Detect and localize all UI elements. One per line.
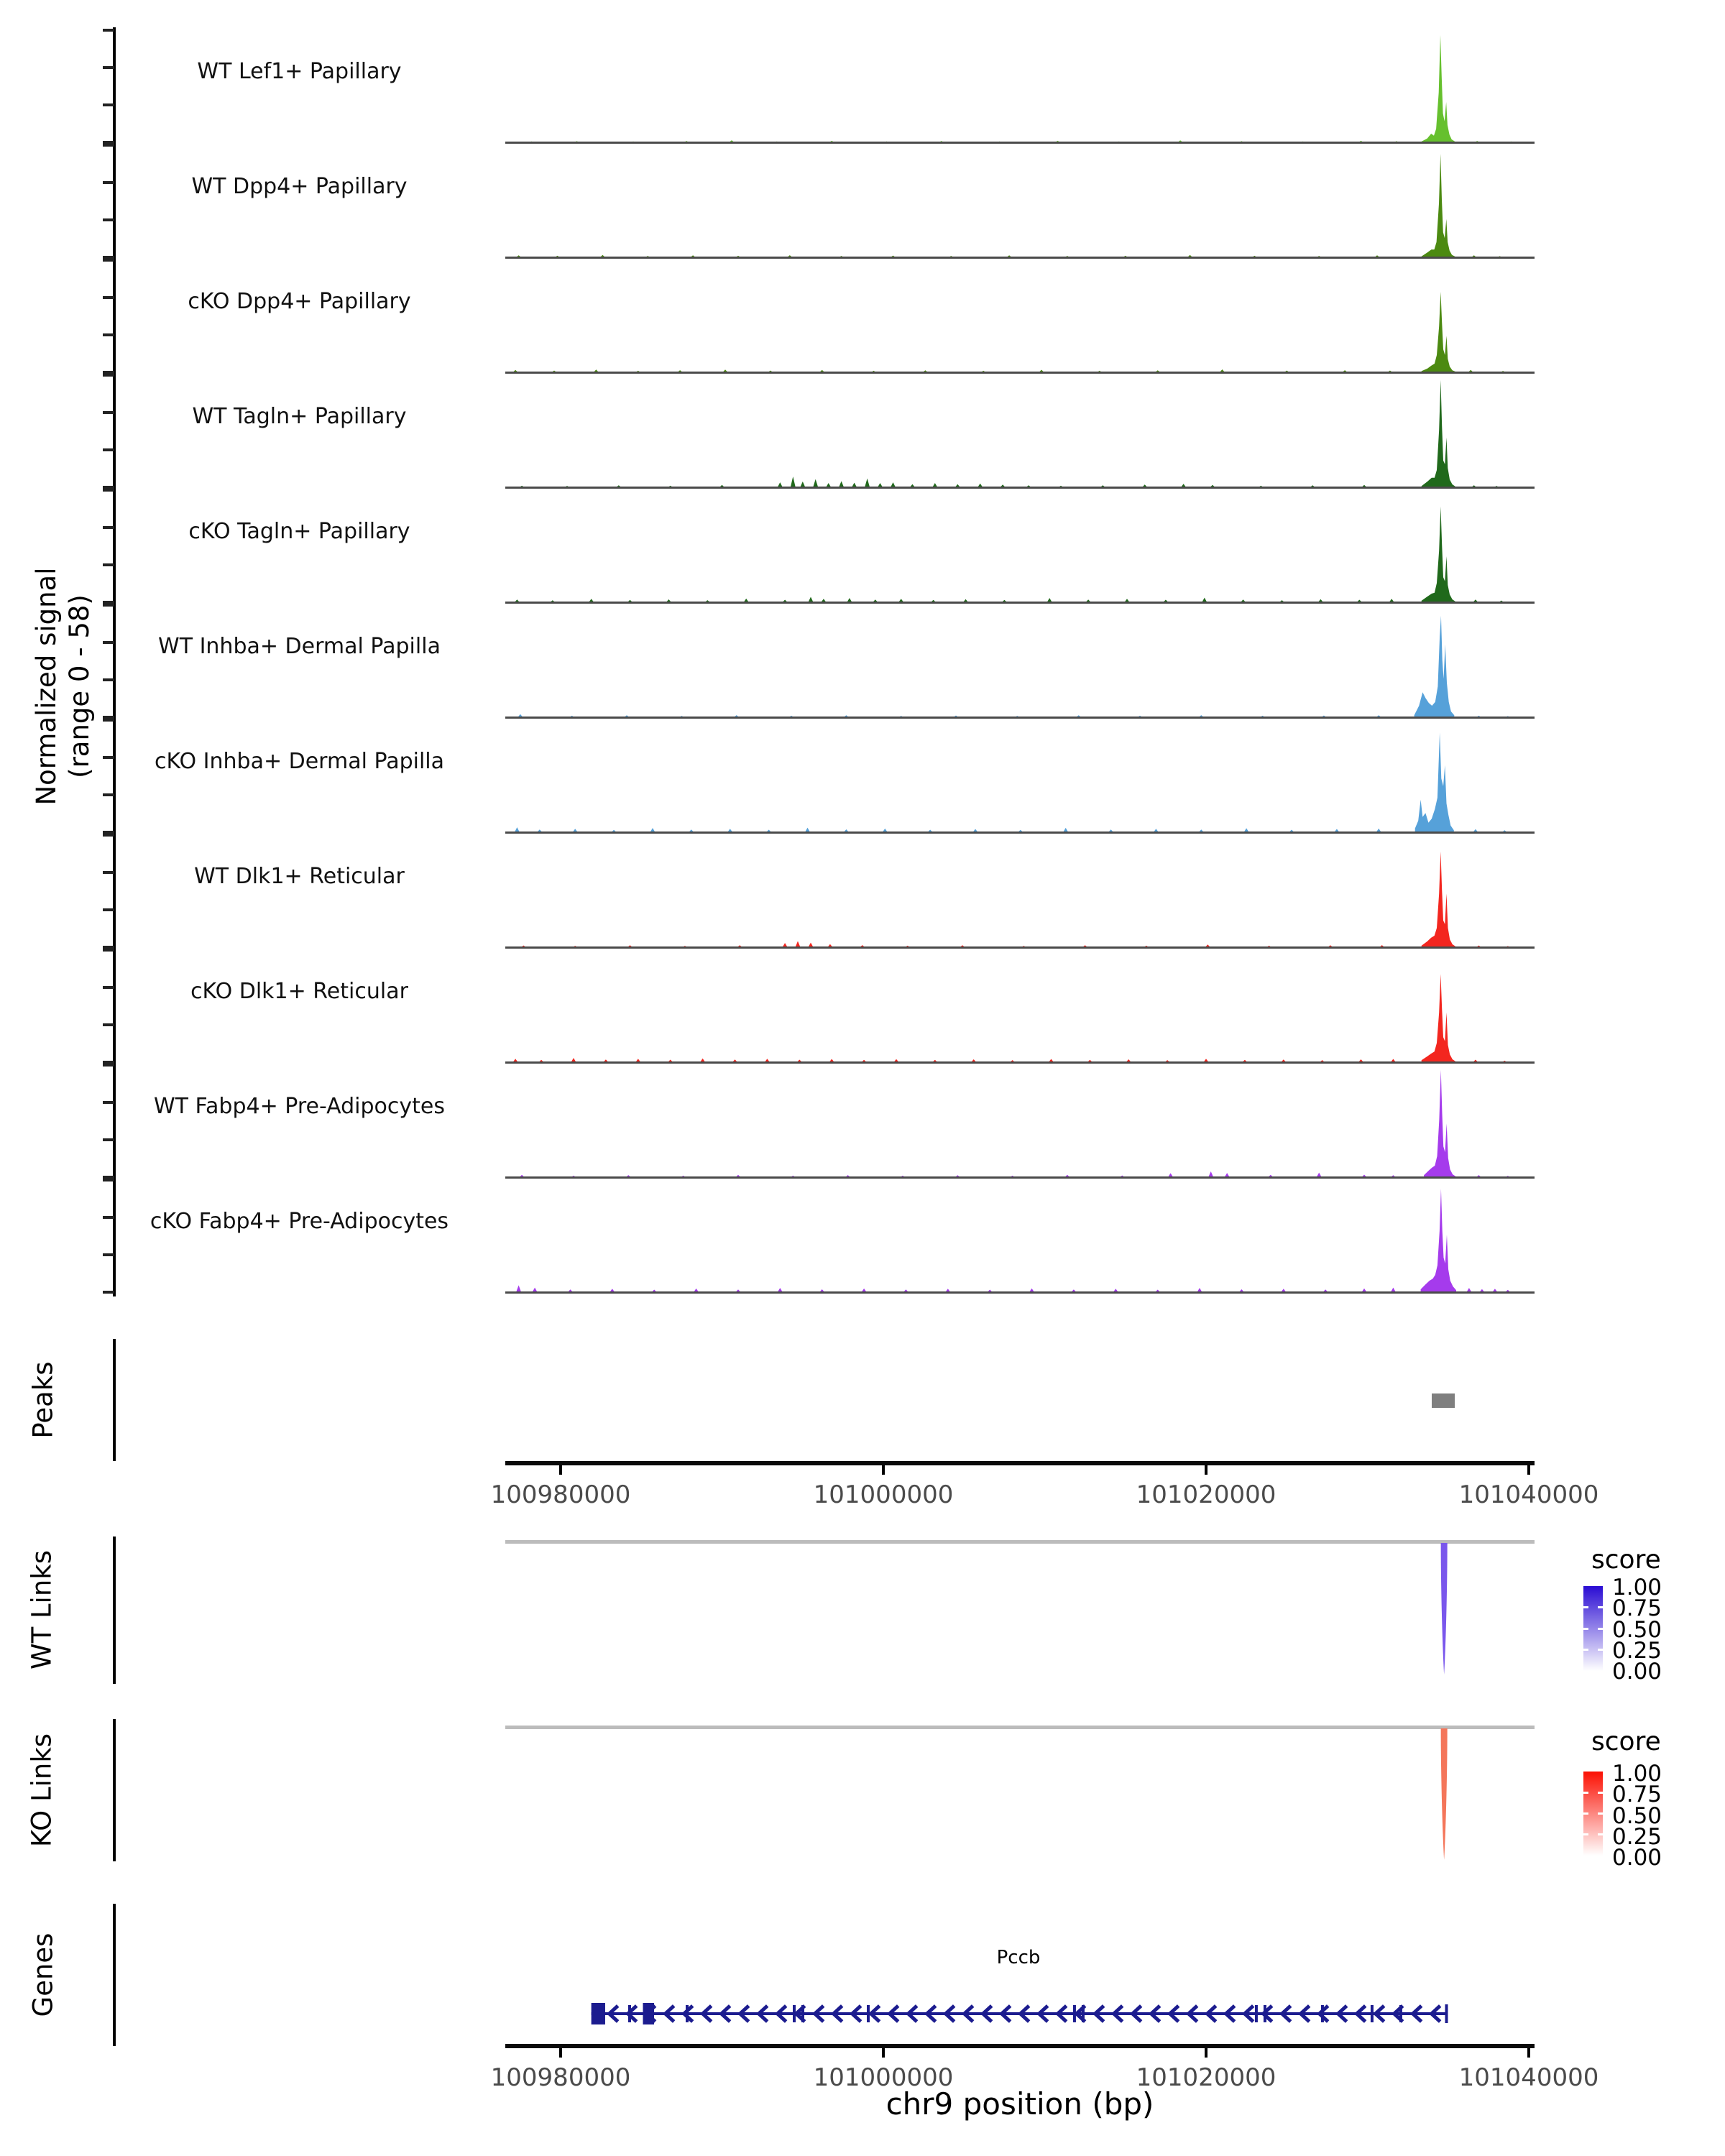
signal-y-tick bbox=[103, 986, 114, 989]
ko-link-arc bbox=[505, 1728, 1535, 1862]
signal-y-tick bbox=[103, 103, 114, 106]
signal-axis-label-line1: Normalized signal bbox=[31, 567, 62, 806]
signal-y-tick bbox=[103, 641, 114, 644]
position-axis-tick-label: 101000000 bbox=[813, 2063, 954, 2092]
wt-score-legend-title: score bbox=[1591, 1545, 1661, 1575]
gene-model-pccb bbox=[505, 1953, 1535, 2076]
signal-y-tick bbox=[103, 374, 114, 377]
ko-links-section-label: KO Links bbox=[26, 1733, 58, 1848]
signal-y-tick bbox=[103, 333, 114, 336]
track-label-9: cKO Dlk1+ Reticular bbox=[190, 979, 408, 1004]
ko-legend-label-0.50: 0.50 bbox=[1612, 1803, 1662, 1829]
signal-trace-9 bbox=[505, 947, 1535, 1062]
signal-y-tick bbox=[103, 1138, 114, 1141]
wt-score-legend-gradient bbox=[1583, 1586, 1603, 1671]
peaks-axis-tick bbox=[559, 1465, 562, 1475]
signal-y-tick bbox=[103, 908, 114, 911]
signal-trace-10 bbox=[505, 1062, 1535, 1177]
signal-y-tick bbox=[103, 448, 114, 451]
signal-trace-4 bbox=[505, 372, 1535, 487]
track-label-4: WT Tagln+ Papillary bbox=[192, 404, 407, 429]
ko-legend-label-1.00: 1.00 bbox=[1612, 1761, 1662, 1787]
signal-y-tick bbox=[103, 29, 114, 32]
signal-y-tick bbox=[103, 1216, 114, 1219]
signal-axis-label bbox=[30, 567, 96, 805]
track-label-10: WT Fabp4+ Pre-Adipocytes bbox=[154, 1094, 445, 1119]
ko-score-legend-title: score bbox=[1591, 1727, 1661, 1756]
position-axis-tick-label: 101020000 bbox=[1136, 2063, 1276, 2092]
signal-y-tick bbox=[103, 66, 114, 69]
peaks-axis-tick-label: 101000000 bbox=[813, 1480, 954, 1509]
signal-y-tick bbox=[103, 949, 114, 952]
signal-y-tick bbox=[103, 604, 114, 607]
signal-y-tick bbox=[103, 719, 114, 722]
signal-trace-3 bbox=[505, 257, 1535, 372]
signal-y-tick bbox=[103, 144, 114, 147]
signal-y-tick bbox=[103, 756, 114, 759]
signal-y-tick bbox=[103, 296, 114, 299]
signal-y-tick bbox=[103, 834, 114, 837]
wt-legend-label-0.75: 0.75 bbox=[1612, 1595, 1662, 1621]
signal-y-tick bbox=[103, 563, 114, 566]
signal-axis-label-line2: (range 0 - 58) bbox=[64, 594, 95, 778]
track-label-11: cKO Fabp4+ Pre-Adipocytes bbox=[150, 1209, 449, 1234]
ko-legend-label-0.25: 0.25 bbox=[1612, 1824, 1662, 1850]
peaks-section-label: Peaks bbox=[27, 1361, 59, 1439]
wt-links-bracket bbox=[113, 1537, 116, 1684]
signal-y-tick bbox=[103, 793, 114, 796]
ko-score-legend-gradient bbox=[1583, 1772, 1603, 1856]
signal-trace-5 bbox=[505, 487, 1535, 602]
track-label-3: cKO Dpp4+ Papillary bbox=[188, 289, 411, 314]
track-label-2: WT Dpp4+ Papillary bbox=[191, 174, 408, 199]
wt-legend-label-0.25: 0.25 bbox=[1612, 1638, 1662, 1664]
peak-region-box bbox=[1432, 1393, 1454, 1408]
position-axis-tick-label: 100980000 bbox=[490, 2063, 631, 2092]
signal-y-tick bbox=[103, 1253, 114, 1256]
peaks-axis-line bbox=[505, 1461, 1535, 1465]
peaks-axis-tick bbox=[882, 1465, 885, 1475]
position-axis-tick-label: 101040000 bbox=[1458, 2063, 1599, 2092]
track-label-8: WT Dlk1+ Reticular bbox=[194, 864, 405, 889]
gene-name-label: Pccb bbox=[996, 1947, 1041, 1968]
signal-y-tick bbox=[103, 1064, 114, 1067]
track-label-6: WT Inhba+ Dermal Papilla bbox=[158, 634, 441, 659]
signal-y-tick bbox=[103, 526, 114, 529]
wt-legend-label-0.50: 0.50 bbox=[1612, 1617, 1662, 1643]
signal-trace-1 bbox=[505, 27, 1535, 142]
peaks-bracket bbox=[113, 1339, 116, 1461]
signal-trace-6 bbox=[505, 602, 1535, 717]
peaks-axis-tick bbox=[1205, 1465, 1208, 1475]
wt-legend-label-0.00: 0.00 bbox=[1612, 1659, 1662, 1685]
peaks-axis-tick bbox=[1527, 1465, 1530, 1475]
peaks-axis-tick-label: 100980000 bbox=[490, 1480, 631, 1509]
track-baseline-11 bbox=[505, 1291, 1535, 1294]
x-axis-title: chr9 position (bp) bbox=[886, 2086, 1154, 2122]
signal-trace-11 bbox=[505, 1177, 1535, 1292]
wt-link-arc bbox=[505, 1543, 1535, 1677]
signal-y-tick bbox=[103, 259, 114, 262]
signal-y-tick bbox=[103, 1179, 114, 1181]
signal-trace-8 bbox=[505, 832, 1535, 947]
wt-legend-label-1.00: 1.00 bbox=[1612, 1575, 1662, 1600]
signal-y-tick bbox=[103, 1023, 114, 1026]
signal-y-tick bbox=[103, 489, 114, 492]
wt-links-section-label: WT Links bbox=[26, 1550, 58, 1669]
signal-trace-2 bbox=[505, 142, 1535, 257]
signal-y-tick bbox=[103, 678, 114, 681]
track-label-5: cKO Tagln+ Papillary bbox=[188, 519, 410, 544]
peaks-axis-tick-label: 101020000 bbox=[1136, 1480, 1276, 1509]
peaks-axis-tick-label: 101040000 bbox=[1458, 1480, 1599, 1509]
track-label-7: cKO Inhba+ Dermal Papilla bbox=[154, 749, 445, 774]
ko-links-bracket bbox=[113, 1719, 116, 1861]
signal-y-tick bbox=[103, 181, 114, 184]
signal-trace-7 bbox=[505, 717, 1535, 832]
signal-y-tick bbox=[103, 1291, 114, 1294]
track-label-1: WT Lef1+ Papillary bbox=[197, 59, 402, 84]
signal-y-tick bbox=[103, 218, 114, 221]
ko-legend-label-0.00: 0.00 bbox=[1612, 1845, 1662, 1871]
signal-y-tick bbox=[103, 1101, 114, 1104]
ko-legend-label-0.75: 0.75 bbox=[1612, 1782, 1662, 1807]
signal-y-tick bbox=[103, 871, 114, 874]
genes-section-label: Genes bbox=[27, 1932, 59, 2017]
genes-bracket bbox=[113, 1904, 116, 2046]
signal-y-tick bbox=[103, 411, 114, 414]
